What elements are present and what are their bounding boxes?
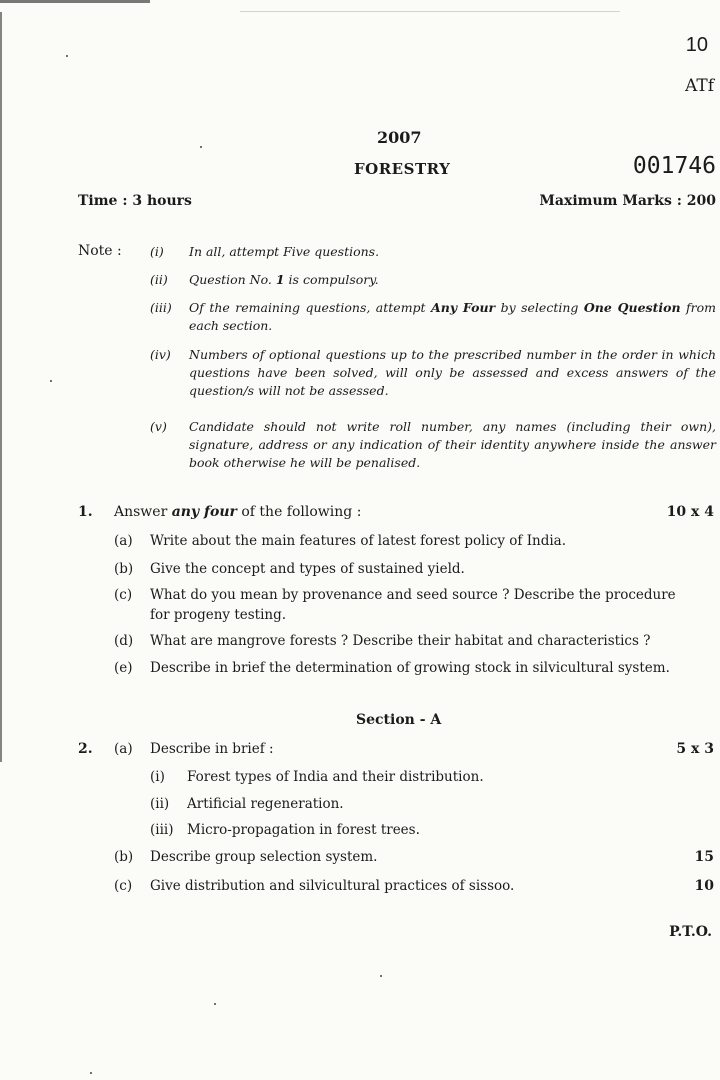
question-number: 2. xyxy=(78,741,93,757)
part-marks: 15 xyxy=(694,849,714,865)
scan-edge-left xyxy=(0,12,2,762)
time-allowed: Time : 3 hours xyxy=(78,193,192,209)
note-num: (i) xyxy=(150,244,164,259)
speck xyxy=(380,975,382,977)
page-turn-over: P.T.O. xyxy=(669,924,712,940)
subpart-label: (ii) xyxy=(150,796,170,812)
note-text-bold: 1 xyxy=(275,272,285,287)
section-title: Section - A xyxy=(356,712,442,728)
part-text: Describe group selection system. xyxy=(150,849,378,865)
part-label: (a) xyxy=(114,533,133,549)
subpart-label: (iii) xyxy=(150,822,174,838)
part-text: Write about the main features of latest forest policy of India. xyxy=(150,533,567,549)
part-label: (a) xyxy=(114,741,133,757)
note-text: Numbers of optional questions up to the prescribed number in the order in which questions have been solved, will only be assessed and excess answers of the question/s will not be assessed. xyxy=(189,347,716,398)
part-label: (c) xyxy=(114,587,133,603)
question-text-part: Answer xyxy=(114,504,172,520)
part-text: What do you mean by provenance and seed source ? Describe the procedure for progeny testing. xyxy=(150,587,676,623)
note-text: In all, attempt Five questions. xyxy=(189,244,380,259)
part-text: Describe in brief : xyxy=(150,741,274,757)
note-item xyxy=(150,418,716,472)
subject-title: FORESTRY xyxy=(354,160,451,178)
part-text: What are mangrove forests ? Describe their habitat and characteristics ? xyxy=(150,633,651,649)
note-item xyxy=(150,271,716,289)
speck xyxy=(90,1072,92,1074)
part-text: Describe in brief the determination of growing stock in silvicultural system. xyxy=(150,660,670,676)
note-item xyxy=(150,243,716,261)
scan-line xyxy=(240,11,620,12)
part-label: (c) xyxy=(114,878,133,894)
part-label: (e) xyxy=(114,660,133,676)
scan-edge-top xyxy=(0,0,150,3)
note-text xyxy=(189,271,716,289)
question-text-part: of the following : xyxy=(236,504,362,520)
speck xyxy=(50,380,52,382)
question-number: 1. xyxy=(78,504,93,520)
speck xyxy=(66,55,68,57)
part-text: Give distribution and silvicultural practices of sissoo. xyxy=(150,878,515,894)
note-text-part: by selecting xyxy=(495,300,584,315)
maximum-marks: Maximum Marks : 200 xyxy=(539,193,716,209)
part-label: (b) xyxy=(114,849,134,865)
note-text-bold: Any Four xyxy=(431,300,496,315)
note-text xyxy=(189,299,716,335)
part-label: (b) xyxy=(114,561,134,577)
part-label: (d) xyxy=(114,633,134,649)
note-text-bold: One Question xyxy=(583,300,681,315)
speck xyxy=(200,146,202,148)
note-label: Note : xyxy=(78,243,122,259)
note-text-part: Of the remaining questions, attempt xyxy=(189,300,432,315)
note-num: (ii) xyxy=(150,272,168,287)
note-text: Candidate should not write roll number, any names (including their own), signature, address or any indication of their identity anywhere inside the answer book otherwise he will be penalised. xyxy=(189,419,716,470)
page-number: 10 xyxy=(685,34,708,56)
part-text: Give the concept and types of sustained yield. xyxy=(150,561,465,577)
note-text-part: from each section. xyxy=(189,300,716,333)
note-item xyxy=(150,346,716,400)
note-num: (iv) xyxy=(150,347,171,362)
subpart-text: Micro-propagation in forest trees. xyxy=(187,822,420,838)
note-text-part: Question No. xyxy=(189,272,276,287)
subpart-label: (i) xyxy=(150,769,165,785)
note-item xyxy=(150,299,716,335)
speck xyxy=(214,1003,216,1005)
question-text xyxy=(114,504,361,520)
paper-number: 001746 xyxy=(632,153,716,179)
note-num: (iii) xyxy=(150,300,172,315)
exam-year: 2007 xyxy=(377,128,422,147)
part-marks: 5 x 3 xyxy=(676,741,714,757)
question-emphasis: any four xyxy=(171,504,237,520)
paper-code: ATf xyxy=(685,76,714,96)
subpart-text: Forest types of India and their distribution. xyxy=(187,769,484,785)
subpart-text: Artificial regeneration. xyxy=(187,796,344,812)
note-text-part: is compulsory. xyxy=(284,272,379,287)
note-num: (v) xyxy=(150,419,167,434)
part-marks: 10 xyxy=(694,878,714,894)
question-marks: 10 x 4 xyxy=(666,504,714,520)
